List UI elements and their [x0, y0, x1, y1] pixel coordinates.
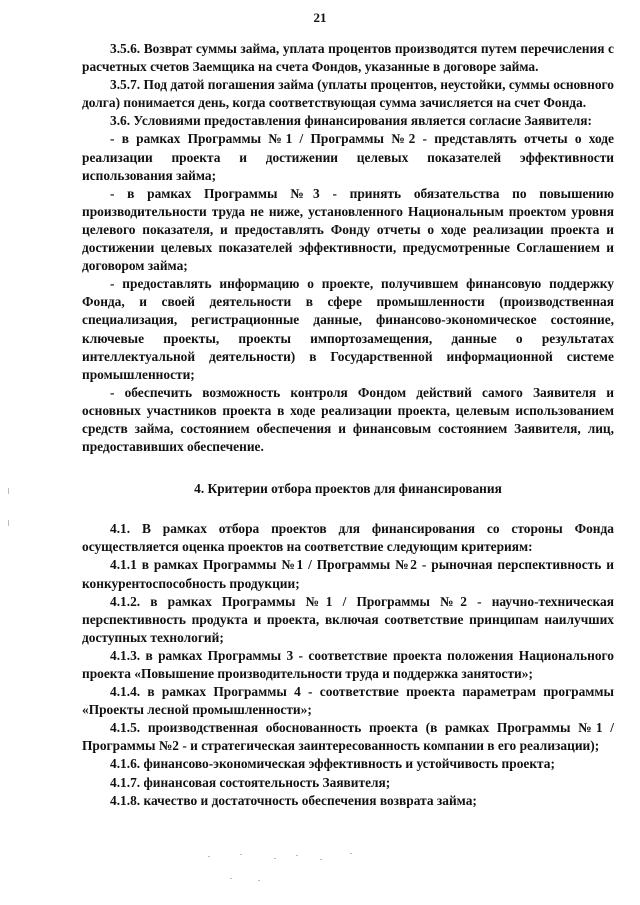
paragraph-4-1-8: 4.1.8. качество и достаточность обеспечения возврата займа; [110, 792, 477, 808]
paragraph-3-5-7: 3.5.7. Под датой погашения займа (уплаты процентов, неустойки, суммы основного долга) понимается день, когда соответствующая сумма зачисляется на счет Фонда. [82, 77, 614, 111]
list-item-program-3-productivity: - в рамках Программы №3 - принять обязательства по повышению производительности труда не ниже, установленного Национальным проектом уровня целевого показателя, и предоставлять Фонду отчеты о ходе реализации проекта и достижении целевых показателей эффективности, предусмотренные Соглашением и договором займа; [82, 185, 614, 274]
paragraph-4-1-3: 4.1.3. в рамках Программы 3 - соответствие проекта положения Национального проекта «Повышение производительности труда и поддержка занятости»; [82, 647, 614, 681]
paragraph-3-5-6: 3.5.6. Возврат суммы займа, уплата процентов производятся путем перечисления с расчетных счетов Заемщика на счета Фондов, указанные в договоре займа. [82, 41, 614, 75]
list-item-control-possibility: - обеспечить возможность контроля Фондом действий самого Заявителя и основных участников проекта в ходе реализации проекта, целевым использованием средств займа, состоянием обеспечения и финансовым состоянием Заявителя, лиц, предоставивших обеспечение. [82, 384, 614, 455]
paragraph-4-1-7: 4.1.7. финансовая состоятельность Заявителя; [110, 774, 391, 790]
list-item-provide-information: - предоставлять информацию о проекте, получившем финансовую поддержку Фонда, и своей деятельности в сфере промышленности (производственная специализация, регистрационные данные, финансово-экономическое состояние, ключевые проекты, проекты импортозамещения, данные о результатах интеллектуальной деятельности) в Государственной информационной системе промышленности; [82, 276, 614, 382]
scan-noise [200, 850, 400, 890]
document-body [82, 40, 614, 810]
paragraph-4-1: 4.1. В рамках отбора проектов для финансирования со стороны Фонда осуществляется оценка проектов на соответствие следующим критериям: [82, 521, 614, 555]
paragraph-4-1-2: 4.1.2. в рамках Программы №1 / Программы №2 - научно-техническая перспективность продукта и проекта, включая соответствие принципам наилучших доступных технологий; [82, 593, 614, 645]
paragraph-4-1-5: 4.1.5. производственная обоснованность проекта (в рамках Программы №1 / Программы №2 - и стратегическая заинтересованность компании в его реализации); [82, 720, 614, 754]
section-heading: 4. Критерии отбора проектов для финансирования [194, 481, 502, 497]
paragraph-4-1-6: 4.1.6. финансово-экономическая эффективность и устойчивость проекта; [110, 756, 555, 772]
paragraph-4-1-1: 4.1.1 в рамках Программы №1 / Программы №2 - рыночная перспективность и конкурентоспособность продукции; [82, 557, 614, 591]
list-item-program-1-2-reports: - в рамках Программы №1 / Программы №2 - представлять отчеты о ходе реализации проекта и достижении целевых показателей эффективности использования займа; [82, 131, 614, 183]
page-number: 21 [313, 10, 327, 25]
paragraph-4-1-4: 4.1.4. в рамках Программы 4 - соответствие проекта параметрам программы «Проекты лесной промышленности»; [82, 684, 614, 718]
scan-margin-mark [8, 488, 9, 494]
paragraph-3-6: 3.6. Условиями предоставления финансирования является согласие Заявителя: [110, 113, 593, 129]
scan-margin-mark [8, 520, 9, 526]
